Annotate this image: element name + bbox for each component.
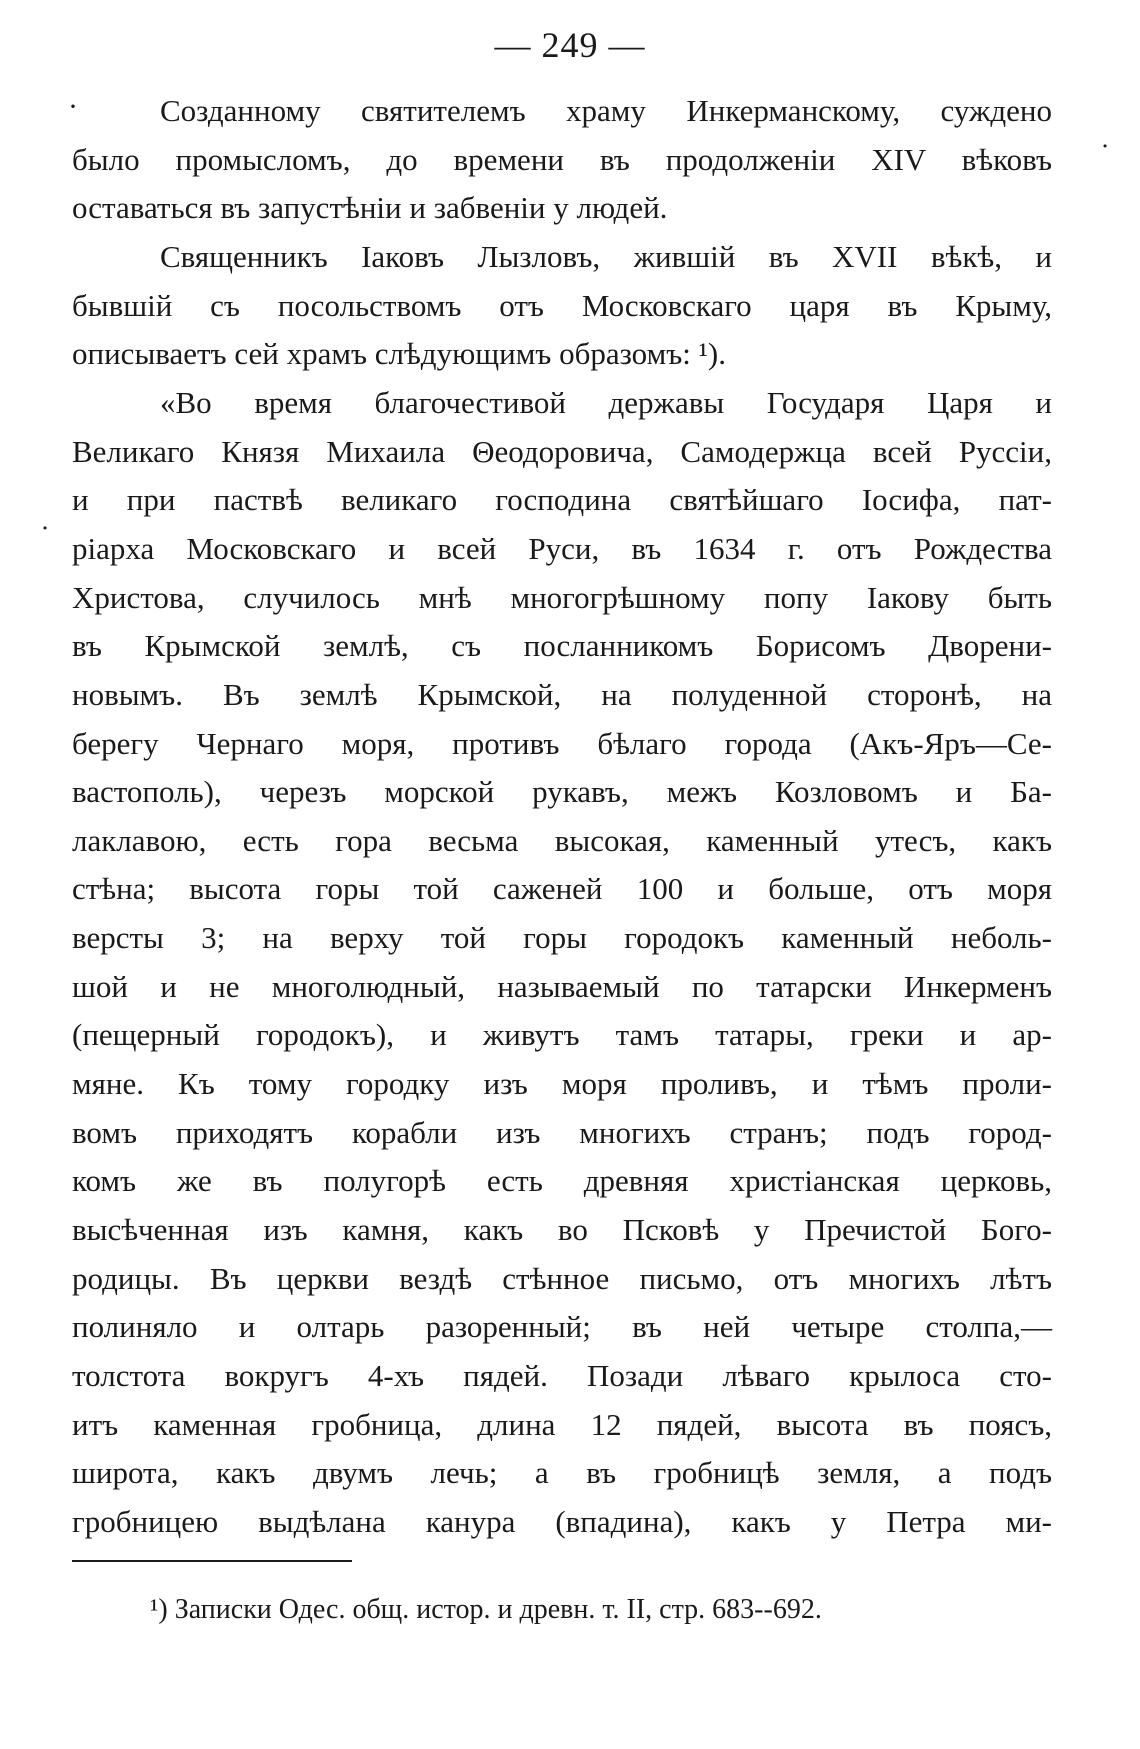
text-line: шой и не многолюдный, называемый по татарски Инкерменъ — [72, 969, 1052, 1004]
text-line: Священникъ Іаковъ Лызловъ, жившій въ XVII вѣкѣ, и — [160, 239, 1052, 274]
text-line: гробницею выдѣлана канура (впадина), какъ у Петра ми- — [72, 1504, 1052, 1539]
text-line: въ Крымской землѣ, съ посланникомъ Борисомъ Дворени- — [72, 628, 1052, 663]
footnote-rule — [72, 1560, 352, 1562]
text-line: и при паствѣ великаго господина святѣйшаго Іосифа, пат- — [72, 482, 1052, 517]
text-line: родицы. Въ церкви вездѣ стѣнное письмо, отъ многихъ лѣтъ — [72, 1261, 1052, 1296]
text-line: комъ же въ полугорѣ есть древняя христіанская церковь, — [72, 1163, 1052, 1198]
text-line: стѣна; высота горы той саженей 100 и больше, отъ моря — [72, 871, 1052, 906]
text-line: толстота вокругъ 4-хъ пядей. Позади лѣваго крылоса сто- — [72, 1358, 1052, 1393]
text-line: лаклавою, есть гора весьма высокая, каменный утесъ, какъ — [72, 823, 1052, 858]
text-line: Созданному святителемъ храму Инкерманскому, суждено — [160, 93, 1052, 128]
text-line: мяне. Къ тому городку изъ моря проливъ, и тѣмъ проли- — [72, 1066, 1052, 1101]
text-line: новымъ. Въ землѣ Крымской, на полуденной сторонѣ, на — [72, 677, 1052, 712]
text-line: Христова, случилось мнѣ многогрѣшному попу Іакову быть — [72, 580, 1052, 615]
text-line: Великаго Князя Михаила Θеодоровича, Самодержца всей Руссіи, — [72, 434, 1052, 469]
page-number: — 249 — — [494, 25, 646, 65]
text-line: «Во время благочестивой державы Государя Царя и — [160, 385, 1052, 420]
footnote: ¹) Записки Одес. общ. истор. и древн. т. II, стр. 683--692. — [150, 1594, 822, 1625]
margin-mark: ˙ — [40, 520, 50, 553]
text-line: высѣченная изъ камня, какъ во Псковѣ у Пречистой Бого- — [72, 1212, 1052, 1247]
text-line: широта, какъ двумъ лечь; а въ гробницѣ земля, а подъ — [72, 1455, 1052, 1490]
text-line: итъ каменная гробница, длина 12 пядей, высота въ поясъ, — [72, 1407, 1052, 1442]
text-line: версты 3; на верху той горы городокъ каменный неболь- — [72, 920, 1052, 955]
text-line: берегу Чернаго моря, противъ бѣлаго города (Акъ-Яръ—Се- — [72, 726, 1052, 761]
text-line: вомъ приходятъ корабли изъ многихъ странъ; подъ город- — [72, 1115, 1052, 1150]
text-line: (пещерный городокъ), и живутъ тамъ татары, греки и ар- — [72, 1017, 1052, 1052]
text-line: бывшій съ посольствомъ отъ Московскаго царя въ Крыму, — [72, 288, 1052, 323]
text-line: вастополь), черезъ морской рукавъ, межъ Козловомъ и Ба- — [72, 774, 1052, 809]
text-line: ріарха Московскаго и всей Руси, въ 1634 г. отъ Рождества — [72, 531, 1052, 566]
margin-dot: · — [68, 90, 78, 123]
text-line: было промысломъ, до времени въ продолженіи XIV вѣковъ — [72, 142, 1052, 177]
text-line: описываетъ сей храмъ слѣдующимъ образомъ: ¹). — [72, 336, 726, 371]
text-line: оставаться въ запустѣніи и забвеніи у людей. — [72, 190, 668, 225]
text-line: полиняло и олтарь разоренный; въ ней четыре столпа,— — [72, 1309, 1052, 1344]
margin-mark: ˙ — [1100, 138, 1110, 171]
